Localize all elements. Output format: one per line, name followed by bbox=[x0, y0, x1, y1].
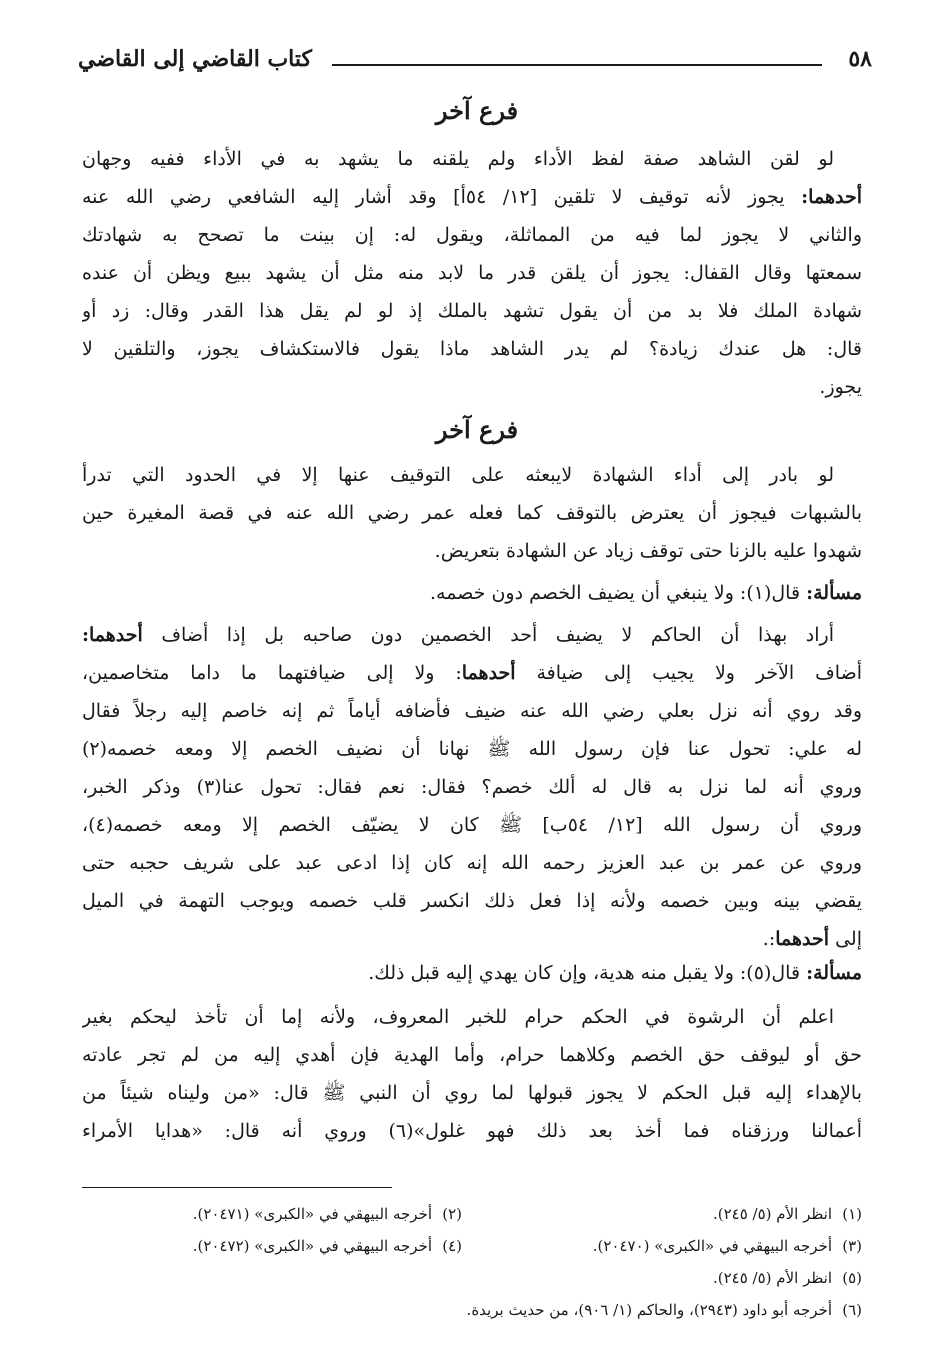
footnote-row bbox=[82, 1262, 862, 1294]
text-line bbox=[82, 920, 862, 958]
footnote bbox=[193, 1198, 462, 1230]
masala-label: مسألة: bbox=[806, 582, 862, 604]
text-run: يجوز لأنه توقيف لا تلقين [١٢/ ٥٤أ] وقد أشار إليه الشافعي رضي الله عنه bbox=[82, 186, 785, 208]
text-line: وروي أنه لما نزل به قال له ألك خصم؟ فقال: نعم فقال: تحول عنا(٣) وذكر الخبر، bbox=[82, 776, 862, 798]
footnote-row bbox=[82, 1198, 862, 1230]
section-title-2: فرع آخر bbox=[435, 415, 519, 444]
text-line: بالإهداء إليه قبل الحكم لا يجوز قبولها لما روي أن النبي ﷺ قال: «من وليناه شيئاً من bbox=[82, 1082, 862, 1104]
book-title: كتاب القاضي إلى القاضي bbox=[78, 46, 312, 72]
text-run: : ولا إلى ضيافتهما ما داما متخاصمين، bbox=[82, 662, 462, 684]
masala-2 bbox=[82, 954, 862, 992]
footnotes bbox=[82, 1198, 862, 1326]
page-number: ٥٨ bbox=[848, 46, 872, 72]
paragraph-block-3 bbox=[82, 616, 862, 958]
text-line: أعمالنا ورزقناه فما أخذ بعد ذلك فهو غلول»(٦) وروي أنه قال: «هدايا الأمراء bbox=[82, 1120, 862, 1142]
running-header bbox=[78, 44, 872, 84]
text-run: :. bbox=[762, 928, 776, 950]
footnote bbox=[713, 1198, 862, 1230]
text-line: والثاني لا يجوز لما فيه من المماثلة، ويقول له: إن بينت ما تصحح به شهادتك bbox=[82, 224, 862, 246]
text-line: يجوز. bbox=[819, 376, 862, 398]
text-run: أضاف الآخر ولا يجيب إلى ضيافة bbox=[536, 662, 862, 684]
text-line: شهدوا عليه بالزنا حتى توقف زياد عن الشهادة بتعريض. bbox=[434, 540, 862, 562]
footnote-number: (٤) bbox=[442, 1237, 462, 1255]
text-line: حق أو ليوقف حق الخصم وكلاهما حرام، وأما الهدية فإن أهدي إليه من لم تجر عادته bbox=[82, 1044, 862, 1066]
text-line: شهادة الملك فلا بد من أن يقول تشهد بالملك إذ لو لم يقل هذا القدر وقال: زد أو bbox=[82, 300, 862, 322]
text-line bbox=[82, 178, 862, 216]
text-line: قال: هل عندك زيادة؟ لم يدر الشاهد ماذا يقول فالاستكشاف يجوز، والتلقين لا bbox=[82, 338, 862, 360]
header-rule bbox=[332, 64, 822, 66]
text-line: لو بادر إلى أداء الشهادة لايبعثه على التوقيف عنها إلا في الحدود التي تدرأ bbox=[82, 464, 834, 486]
paragraph-block-4 bbox=[82, 998, 862, 1150]
footnote-number: (١) bbox=[842, 1205, 862, 1223]
footnote-text: انظر الأم (٥/ ٢٤٥). bbox=[712, 1269, 832, 1287]
masala-label: مسألة: bbox=[806, 962, 862, 984]
text-line bbox=[82, 616, 862, 654]
text-line: بالشبهات فيجوز أن يعترض بالتوقف كما فعله عمر رضي الله عنه في قصة المغيرة حين bbox=[82, 502, 862, 524]
footnote bbox=[193, 1230, 462, 1262]
paragraph-block-2 bbox=[82, 456, 862, 570]
footnote-row bbox=[82, 1230, 862, 1262]
text-line: اعلم أن الرشوة في الحكم حرام للخبر المعروف، ولأنه إما أن تأخذ ليحكم بغير bbox=[82, 1006, 834, 1028]
footnote-text: أخرجه البيهقي في «الكبرى» (٢٠٤٧١). bbox=[192, 1205, 432, 1223]
text-line: لو لقن الشاهد صفة لفظ الأداء ولم يلقنه ما يشهد به في الأداء ففيه وجهان bbox=[82, 148, 834, 170]
text-line: يقضي بينه وبين خصمه ولأنه إذا فعل ذلك انكسر قلب خصمه ويوجب التهمة في الميل bbox=[82, 890, 862, 912]
footnote-number: (٦) bbox=[842, 1301, 862, 1319]
text-line: وروي أن رسول الله [١٢/ ٥٤ب] ﷺ كان لا يضيّف الخصم إلا ومعه خصمه(٤)، bbox=[82, 814, 862, 836]
footnote-text: انظر الأم (٥/ ٢٤٥). bbox=[712, 1205, 832, 1223]
masala-line bbox=[82, 954, 862, 992]
masala-line bbox=[82, 574, 862, 612]
text-line: له علي: تحول عنا فإن رسول الله ﷺ نهانا أن نضيف الخصم إلا ومعه خصمه(٢) bbox=[82, 738, 862, 760]
masala-text: قال(١): ولا ينبغي أن يضيف الخصم دون خصمه. bbox=[430, 582, 801, 604]
footnote bbox=[713, 1262, 862, 1294]
text-line: وروي عن عمر بن عبد العزيز رحمه الله إنه كان إذا ادعى عبد على شريف حجبه حتى bbox=[82, 852, 862, 874]
footnote bbox=[593, 1230, 862, 1262]
paragraph-block-1 bbox=[82, 140, 862, 406]
footnote-text: أخرجه أبو داود (٢٩٤٣)، والحاكم (١/ ٩٠٦)، من حديث بريدة. bbox=[466, 1301, 832, 1319]
text-run: أراد بهذا أن الحاكم لا يضيف أحد الخصمين دون صاحبه بل إذا أضاف bbox=[161, 624, 834, 646]
footnote-row bbox=[82, 1294, 862, 1326]
bold-term: أحدهما: bbox=[801, 186, 862, 208]
footnote-number: (٢) bbox=[442, 1205, 462, 1223]
footnote-text: أخرجه البيهقي في «الكبرى» (٢٠٤٧٠). bbox=[592, 1237, 832, 1255]
footnote bbox=[467, 1294, 862, 1326]
bold-term: أحدهما: bbox=[82, 624, 143, 646]
section-title-1: فرع آخر bbox=[435, 96, 519, 125]
footnote-separator bbox=[82, 1187, 392, 1188]
masala-text: قال(٥): ولا يقبل منه هدية، وإن كان يهدي إليه قبل ذلك. bbox=[368, 962, 801, 984]
text-line: سمعتها وقال القفال: يجوز أن يلقن قدر ما لابد منه مثل أن يشهد ببيع ويظن أن عنده bbox=[82, 262, 862, 284]
text-line: وقد روي أنه نزل بعلي رضي الله عنه ضيف فأضافه أياماً ثم إنه خاصم إليه رجلاً فقال bbox=[82, 700, 862, 722]
text-run: إلى bbox=[835, 928, 862, 950]
footnote-number: (٥) bbox=[842, 1269, 862, 1287]
footnote-number: (٣) bbox=[842, 1237, 862, 1255]
footnote-text: أخرجه البيهقي في «الكبرى» (٢٠٤٧٢). bbox=[192, 1237, 432, 1255]
text-line bbox=[82, 654, 862, 692]
bold-term: أحدهما bbox=[775, 928, 830, 950]
masala-1 bbox=[82, 574, 862, 612]
bold-term: أحدهما bbox=[461, 662, 516, 684]
